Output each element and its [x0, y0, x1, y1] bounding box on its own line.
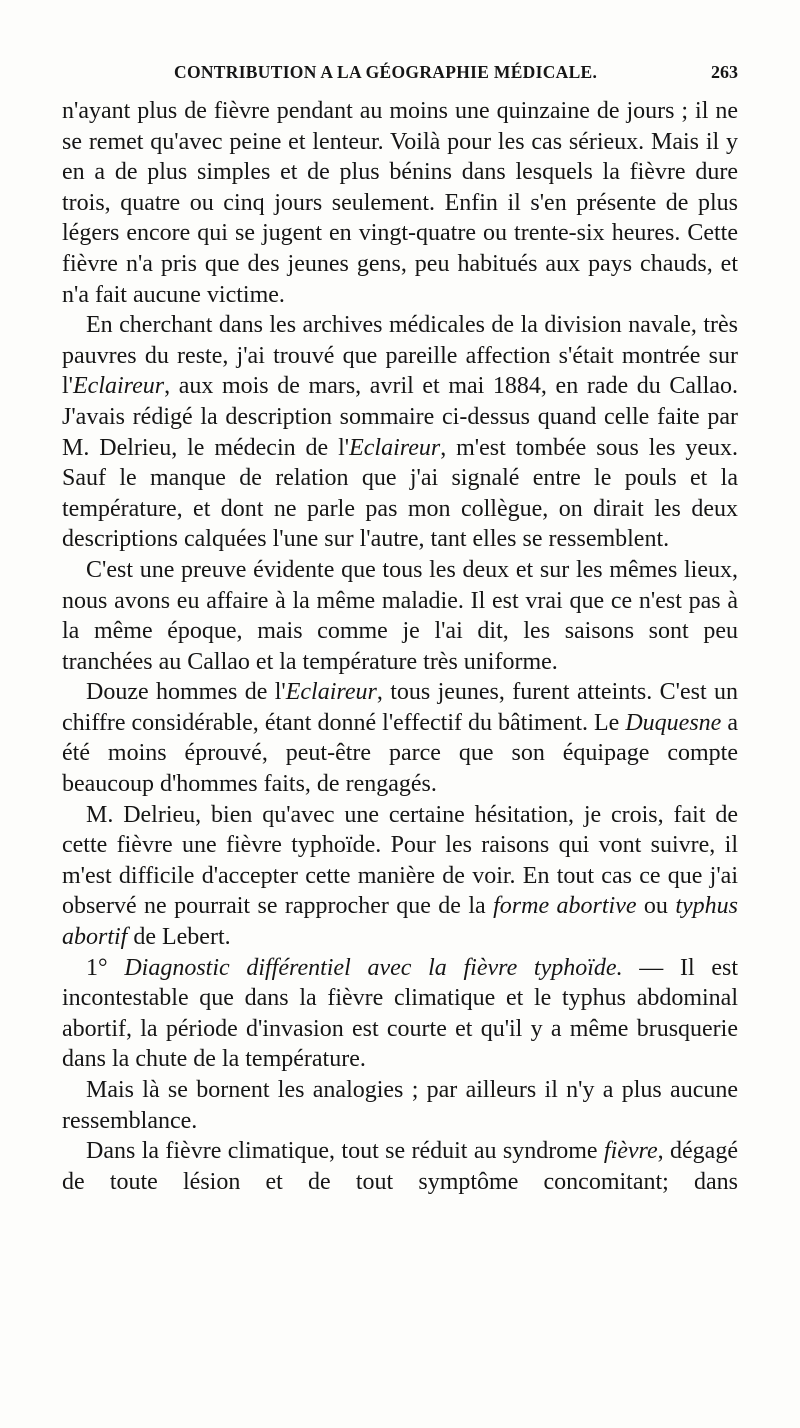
text-run: n'ayant plus de fièvre pendant au moins une quinzaine de jours ; il ne se remet qu'avec peine et lenteur. Voilà pour les cas sérieux. Mais il y en a de plus simples et de plus bénins dans lesquels la fièvre dure trois, quatre ou cinq jours seulement. Enfin il s'en présente de plus légers encore qui se jugent en vingt-quatre ou trente-six heures. Cette fièvre n'a pris que des jeunes gens, peu habitués aux pays chauds, et n'a fait aucune victime.	[62, 98, 738, 308]
paragraph	[62, 1136, 738, 1197]
italic-text: fièvre	[603, 1138, 658, 1165]
italic-text: Diagnostic différentiel avec la fièvre typhoïde.	[124, 954, 623, 981]
text-run: , aux mois de mars, avril et mai 1884, en rade du Callao. J'avais rédigé la description sommaire ci-dessus quand celle faite par M. Delrieu, le médecin de l'	[62, 373, 738, 461]
text-run: En cherchant dans les archives médicales de la division navale, très pauvres du reste, j'ai trouvé que pareille affection s'était montrée sur l'	[62, 312, 738, 400]
paragraph	[62, 953, 738, 1075]
italic-text: typhus abortif	[62, 893, 738, 951]
text-run: M. Delrieu, bien qu'avec une certaine hésitation, je crois, fait de cette fièvre une fièvre typhoïde. Pour les raisons qui vont suivre, il m'est difficile d'accepter cette manière de voir. En tout cas ce que j'ai observé ne pourrait se rapprocher que de la	[62, 801, 738, 920]
text-run: , dégagé de toute lésion et de tout symptôme concomitant; dans	[62, 1138, 738, 1195]
text-run: a été moins éprouvé, peut-être parce que son équipage compte beaucoup d'hommes faits, de rengagés.	[62, 709, 738, 798]
text-run: Douze hommes de l'	[86, 679, 286, 706]
paragraph	[62, 677, 738, 799]
page-number: 263	[711, 62, 738, 82]
italic-text: Eclaireur	[285, 679, 377, 706]
italic-text: Eclaireur	[73, 373, 165, 400]
body-text	[62, 96, 738, 1197]
text-run: , tous jeunes, furent atteints. C'est un chiffre considérable, étant donné l'effectif du bâtiment. Le	[62, 679, 739, 736]
paragraph	[62, 800, 738, 953]
paragraph	[62, 96, 738, 310]
text-run: Mais là se bornent les analogies ; par ailleurs il n'y a plus aucune ressemblance.	[62, 1077, 738, 1134]
paragraph	[62, 555, 738, 677]
italic-text: Duquesne	[625, 709, 722, 736]
italic-text: Eclaireur	[349, 434, 441, 461]
text-run: ou	[636, 893, 676, 920]
paragraph	[62, 1075, 738, 1136]
text-run: 1°	[86, 954, 125, 981]
running-title: CONTRIBUTION A LA GÉOGRAPHIE MÉDICALE.	[174, 62, 598, 82]
italic-text: forme abortive	[493, 893, 637, 920]
text-run: , m'est tombée sous les yeux. Sauf le manque de relation que j'ai signalé entre le pouls et la température, et dont ne parle pas mon collègue, on dirait les deux descriptions calquées l'une sur l'autre, tant elles se ressemblent.	[62, 434, 738, 553]
running-header	[62, 62, 738, 90]
text-run: C'est une preuve évidente que tous les deux et sur les mêmes lieux, nous avons eu affaire à la même maladie. Il est vrai que ce n'est pas à la même époque, mais comme je l'ai dit, les saisons sont peu tranchées au Callao et la température très uniforme.	[62, 556, 738, 675]
text-run: — Il est incontestable que dans la fièvre climatique et le typhus abdominal abortif, la période d'invasion est courte et qu'il y a même brusquerie dans la chute de la température.	[62, 954, 739, 1073]
paragraph	[62, 310, 738, 555]
text-run: de Lebert.	[127, 924, 231, 951]
text-run: Dans la fièvre climatique, tout se réduit au syndrome	[86, 1138, 604, 1165]
